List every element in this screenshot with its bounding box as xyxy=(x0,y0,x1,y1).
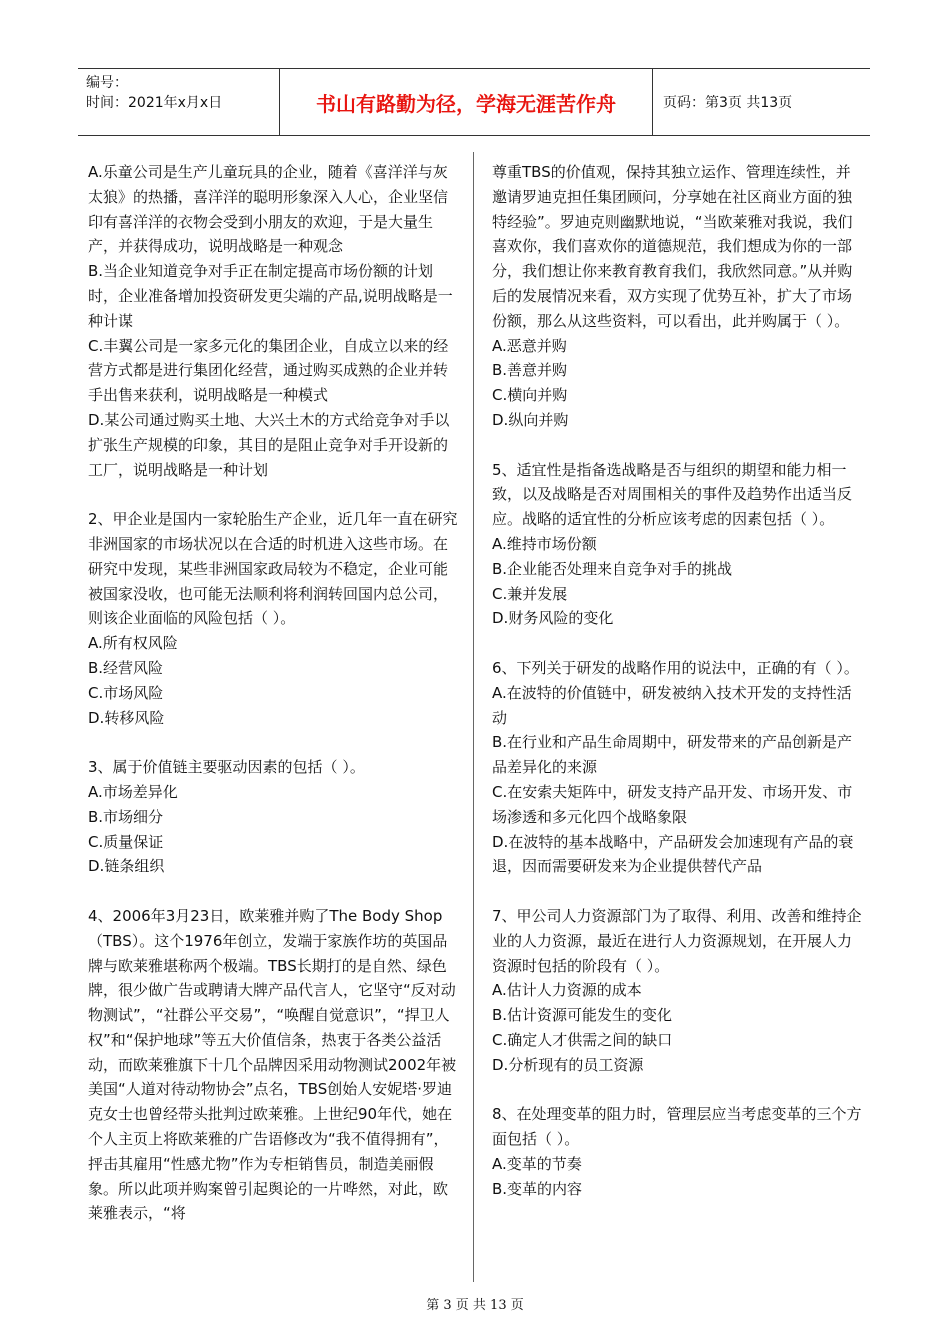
question-2 xyxy=(88,507,458,730)
q8-option-a: A.变革的节奏 xyxy=(492,1154,582,1173)
q6-option-a: A.在波特的价值链中，研发被纳入技术开发的支持性活动 xyxy=(492,683,852,727)
header-motto: 书山有路勤为径，学海无涯苦作舟 xyxy=(280,69,653,135)
q5-option-b: B.企业能否处理来自竞争对手的挑战 xyxy=(492,559,733,578)
q4-stem-part-2: 尊重TBS的价值观，保持其独立运作、管理连续性，并邀请罗迪克担任集团顾问，分享她在社区商业方面的独特经验”。罗迪克则幽默地说，“当欧莱雅对我说，我们喜欢你，我们喜欢你的道德规范，我们想成为你的一部分，我们想让你来教育教育我们，我欣然同意。”从并购后的发展情况来看，双方实现了优势互补，扩大了市场份额，那么从这些资料，可以看出，此并购属于（ ）。 xyxy=(492,163,853,330)
q7-option-a: A.估计人力资源的成本 xyxy=(492,981,642,1000)
q6-stem: 6、下列关于研发的战略作用的说法中，正确的有（ ）。 xyxy=(492,658,859,677)
q4-option-d: D.纵向并购 xyxy=(492,410,569,429)
q3-option-d: D.链条组织 xyxy=(88,857,165,876)
q3-option-a: A.市场差异化 xyxy=(88,782,178,801)
q4-stem-part-1: 4、2006年3月23日，欧莱雅并购了The Body Shop（TBS）。这个1976年创立，发端于家族作坊的英国品牌与欧莱雅堪称两个极端。TBS长期打的是自然、绿色牌，很少做广告或聘请大牌产品代言人，它坚守“反对动物测试”，“社群公平交易”，“唤醒自觉意识”，“捍卫人权”和“保护地球”等五大价值信条，热衷于各类公益活动，而欧莱雅旗下十几个品牌因采用动物测试2002年被美国“人道对待动物协会”点名，TBS创始人安妮塔·罗迪克女士也曾经带头批判过欧莱雅。上世纪90年代，她在个人主页上将欧莱雅的广告语修改为“我不值得拥有”，抨击其雇用“性感尤物”作为专柜销售员，制造美丽假象。所以此项并购案曾引起舆论的一片哗然，对此，欧莱雅表示，“将 xyxy=(88,906,457,1223)
page-header xyxy=(78,68,870,136)
time-label: 时间：2021年x月x日 xyxy=(86,95,223,111)
question-7 xyxy=(492,904,862,1078)
q7-option-d: D.分析现有的员工资源 xyxy=(492,1055,644,1074)
header-page-info: 页码：第3页 共13页 xyxy=(663,95,793,111)
q2-option-b: B.经营风险 xyxy=(88,658,164,677)
q3-stem: 3、属于价值链主要驱动因素的包括（ ）。 xyxy=(88,758,365,777)
question-3 xyxy=(88,755,458,879)
right-column xyxy=(492,160,862,1226)
q1-option-a: A.乐童公司是生产儿童玩具的企业，随着《喜洋洋与灰太狼》的热播，喜洋洋的聪明形象深入人心，企业坚信印有喜洋洋的衣物会受到小朋友的欢迎，于是大量生产，并获得成功，说明战略是一种观念 xyxy=(88,163,449,256)
q4-option-b: B.善意并购 xyxy=(492,361,568,380)
q8-option-b: B.变革的内容 xyxy=(492,1179,583,1198)
q5-option-a: A.维持市场份额 xyxy=(492,534,597,553)
q6-option-c: C.在安索夫矩阵中，研发支持产品开发、市场开发、市场渗透和多元化四个战略象限 xyxy=(492,782,853,826)
q3-option-b: B.市场细分 xyxy=(88,807,164,826)
q7-stem: 7、甲公司人力资源部门为了取得、利用、改善和维持企业的人力资源，最近在进行人力资源规划，在开展人力资源时包括的阶段有（ ）。 xyxy=(492,906,862,975)
left-column xyxy=(88,160,458,1251)
q6-option-d: D.在波特的基本战略中，产品研发会加速现有产品的衰退，因而需要研发来为企业提供替代产品 xyxy=(492,832,854,876)
q7-option-b: B.估计资源可能发生的变化 xyxy=(492,1006,673,1025)
q8-stem: 8、在处理变革的阻力时，管理层应当考虑变革的三个方面包括（ ）。 xyxy=(492,1105,862,1149)
question-1 xyxy=(88,160,458,482)
q2-option-c: C.市场风险 xyxy=(88,683,164,702)
number-label: 编号： xyxy=(86,75,128,91)
q1-option-d: D.某公司通过购买土地、大兴土木的方式给竞争对手以扩张生产规模的印象，其目的是阻止竞争对手开设新的工厂，说明战略是一种计划 xyxy=(88,410,450,479)
q1-option-b: B.当企业知道竞争对手正在制定提高市场份额的计划时，企业准备增加投资研发更尖端的产品,说明战略是一种计谋 xyxy=(88,262,453,330)
q5-option-d: D.财务风险的变化 xyxy=(492,609,614,628)
question-8 xyxy=(492,1102,862,1201)
q5-stem: 5、适宜性是指备选战略是否与组织的期望和能力相一致，以及战略是否对周围相关的事件及趋势作出适当反应。战略的适宜性的分析应该考虑的因素包括（ ）。 xyxy=(492,460,853,529)
question-4-part-2 xyxy=(492,160,862,433)
page-footer: 第 3 页 共 13 页 xyxy=(426,1298,524,1313)
column-divider xyxy=(473,152,474,1282)
q2-stem: 2、甲企业是国内一家轮胎生产企业，近几年一直在研究非洲国家的市场状况以在合适的时机进入这些市场。在研究中发现，某些非洲国家政局较为不稳定，企业可能被国家没收，也可能无法顺利将利润转回国内总公司，则该企业面临的风险包括（ ）。 xyxy=(88,510,458,628)
question-4-part-1 xyxy=(88,904,458,1226)
q5-option-c: C.兼并发展 xyxy=(492,584,568,603)
q2-option-d: D.转移风险 xyxy=(88,708,165,727)
header-meta xyxy=(78,69,280,135)
q2-option-a: A.所有权风险 xyxy=(88,634,178,653)
question-5 xyxy=(492,458,862,632)
q4-option-a: A.恶意并购 xyxy=(492,336,567,355)
question-6 xyxy=(492,656,862,879)
q6-option-b: B.在行业和产品生命周期中，研发带来的产品创新是产品差异化的来源 xyxy=(492,733,853,777)
q3-option-c: C.质量保证 xyxy=(88,832,164,851)
q4-option-c: C.横向并购 xyxy=(492,386,568,405)
q1-option-c: C.丰翼公司是一家多元化的集团企业，自成立以来的经营方式都是进行集团化经营，通过购买成熟的企业并转手出售来获利，说明战略是一种模式 xyxy=(88,336,449,405)
q7-option-c: C.确定人才供需之间的缺口 xyxy=(492,1030,673,1049)
